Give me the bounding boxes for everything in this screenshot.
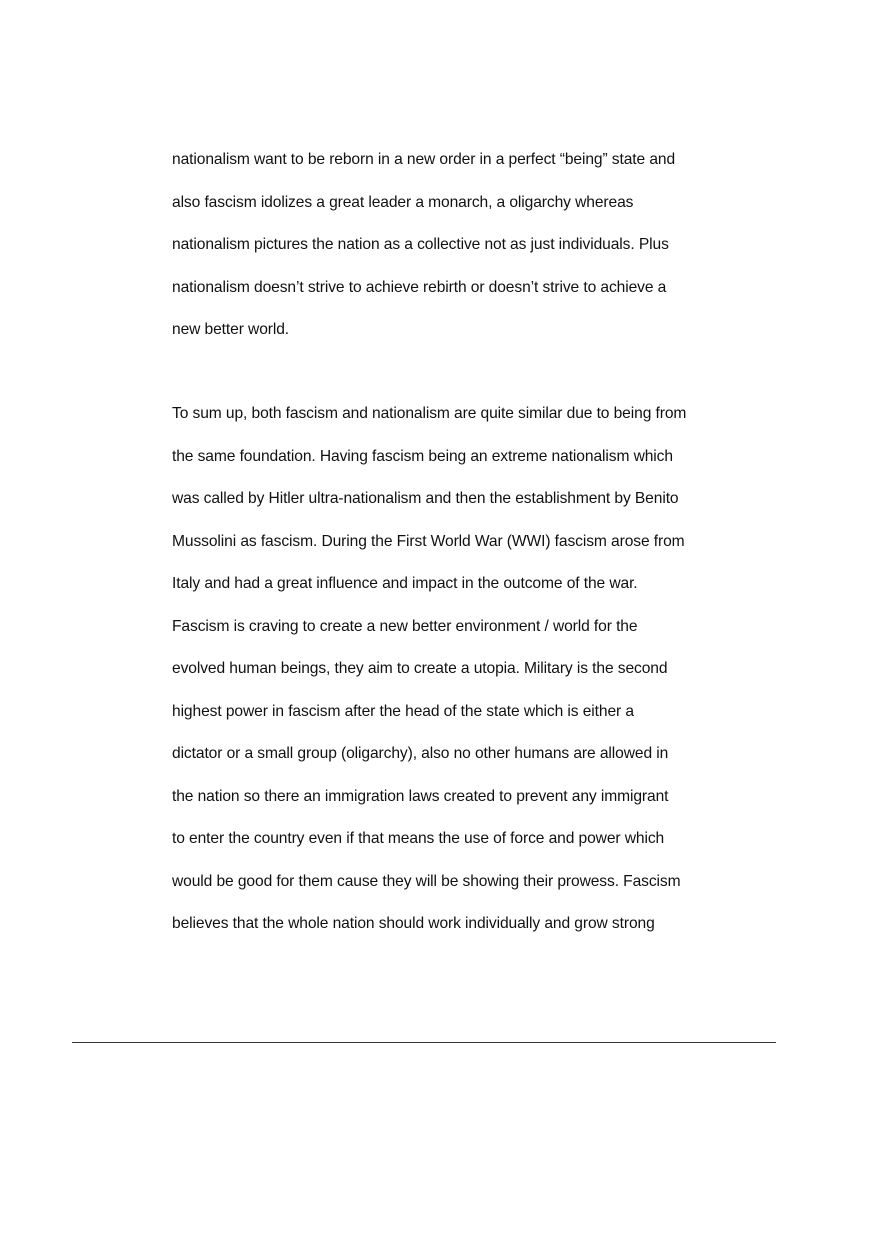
paragraph-line: to enter the country even if that means the use of force and power which bbox=[172, 830, 665, 847]
paragraph-line: highest power in fascism after the head of the state which is either a bbox=[172, 702, 634, 720]
paragraph-line: would be good for them cause they will be showing their prowess. Fascism bbox=[172, 872, 681, 890]
paragraph-line: the nation so there an immigration laws created to prevent any immigrant bbox=[172, 787, 669, 805]
paragraph-line: nationalism want to be reborn in a new order in a perfect “being” state and bbox=[172, 151, 676, 168]
paragraph-line: was called by Hitler ultra-nationalism and then the establishment by Benito bbox=[172, 490, 679, 507]
paragraph-line: Mussolini as fascism. During the First World War (WWI) fascism arose from bbox=[172, 532, 685, 550]
paragraph-line: evolved human beings, they aim to create a utopia. Military is the second bbox=[172, 660, 668, 677]
paragraph-line: new better world. bbox=[172, 321, 290, 338]
paragraph-1 bbox=[172, 139, 732, 352]
paragraph-line: Italy and had a great influence and impact in the outcome of the war. bbox=[172, 575, 638, 592]
paragraph-line: nationalism pictures the nation as a collective not as just individuals. Plus bbox=[172, 236, 669, 253]
paragraph-line: dictator or a small group (oligarchy), also no other humans are allowed in bbox=[172, 745, 669, 762]
paragraph-line: nationalism doesn’t strive to achieve rebirth or doesn’t strive to achieve a bbox=[172, 278, 667, 296]
paragraph-line: Fascism is craving to create a new better environment / world for the bbox=[172, 617, 638, 635]
paragraph-line: believes that the whole nation should work individually and grow strong bbox=[172, 915, 655, 932]
paragraph-line: To sum up, both fascism and nationalism are quite similar due to being from bbox=[172, 405, 687, 422]
paragraph-line: also fascism idolizes a great leader a monarch, a oligarchy whereas bbox=[172, 193, 634, 211]
paragraph-line: the same foundation. Having fascism being an extreme nationalism which bbox=[172, 447, 673, 465]
footer-divider bbox=[72, 1042, 776, 1043]
paragraph-2 bbox=[172, 393, 732, 946]
